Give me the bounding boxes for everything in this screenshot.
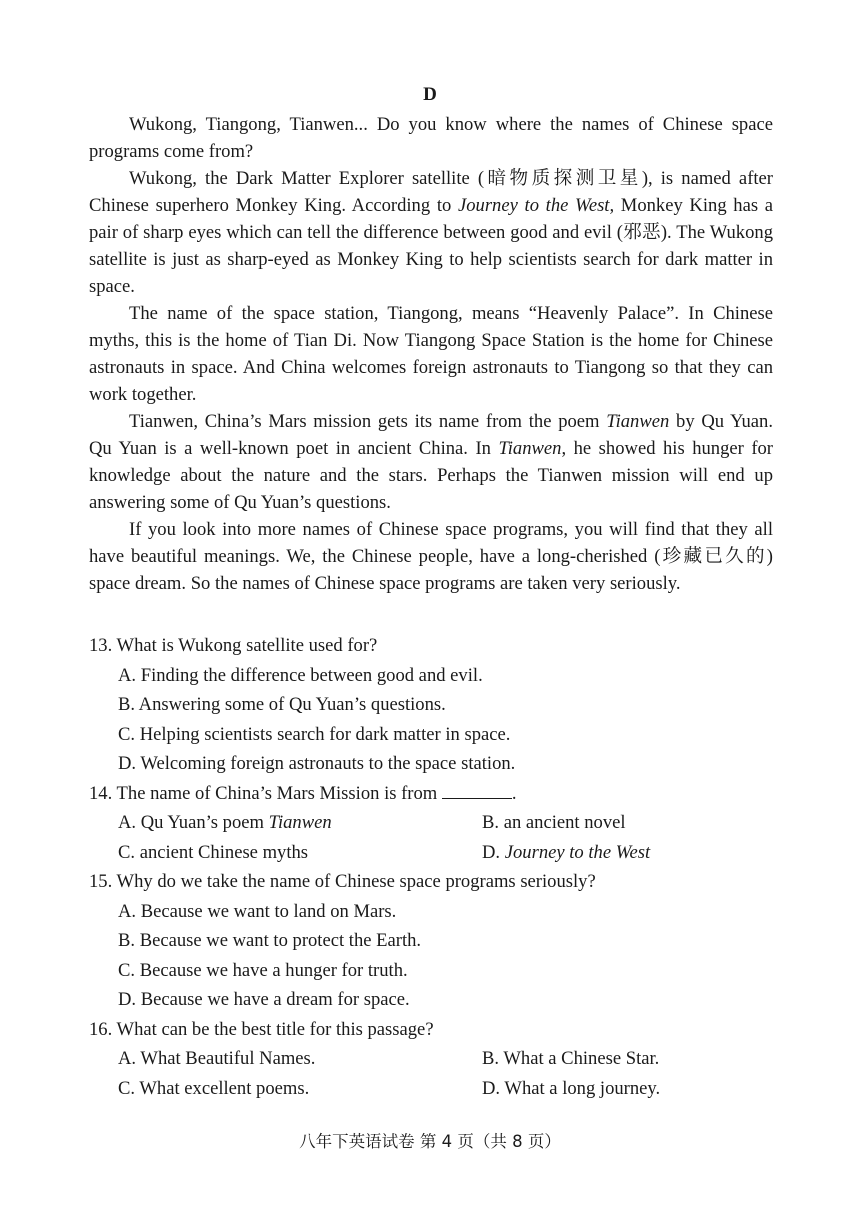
question-13-option-d: D. Welcoming foreign astronauts to the space station. [118,753,516,774]
option-d-title: Journey to the West [504,841,651,863]
question-15-option-a: A. Because we want to land on Mars. [118,900,397,922]
question-16-stem: 16. What can be the best title for this passage? [89,1018,434,1040]
question-15-option-b: B. Because we want to protect the Earth. [118,930,422,951]
p4-text-a: Tianwen, China’s Mars mission gets its name from the poem [129,411,607,432]
question-15-option-c: C. Because we have a hunger for truth. [118,959,408,981]
passage-paragraph-1: Wukong, Tiangong, Tianwen... Do you know where the names of Chinese space programs come from? [89,114,773,162]
p2-text-a: Wukong, the Dark Matter Explorer satellite (暗物质探测卫星), is named after Chinese superhero Monkey King. According to [89,168,773,216]
question-14-option-c: C. ancient Chinese myths [118,841,309,863]
passage-paragraph-2 [89,165,773,300]
option-d-text: D. [482,841,505,863]
question-14-row-1 [89,808,779,838]
p4-text-c: , he showed his hunger for knowledge about the nature and the stars. Perhaps the Tianwen mission will end up answering some of Qu Yuan’s questions. [89,438,774,513]
question-13-option-a: A. Finding the difference between good and evil. [118,664,483,686]
question-13-option-b: B. Answering some of Qu Yuan’s questions. [118,694,446,715]
section-letter: D [423,84,437,105]
question-15-option-d: D. Because we have a dream for space. [118,989,410,1010]
question-14-stem-end: . [511,782,517,804]
question-14-option-a [118,812,332,833]
p4-text-b: by Qu Yuan. Qu Yuan is a well-known poet in ancient China. In [89,411,773,459]
question-16-option-b: B. What a Chinese Star. [482,1048,660,1069]
question-16-option-c: C. What excellent poems. [118,1077,310,1099]
question-14-option-b: B. an ancient novel [482,812,626,833]
question-list [89,631,779,1103]
p2-text-b: Monkey King has a pair of sharp eyes which can tell the difference between good and evil (邪恶). The Wukong satellite is just as sharp-eyed as Monkey King to help scientists search for dark matter in space. [89,195,773,297]
question-14-stem-text: 14. The name of China’s Mars Mission is from [89,782,438,804]
question-14-stem [89,779,779,809]
p2-book-title: Journey to the West, [457,195,615,216]
question-16-option-a: A. What Beautiful Names. [118,1048,316,1069]
question-14-option-d [482,838,650,868]
question-16-option-d: D. What a long journey. [482,1077,661,1099]
question-16-row-2 [89,1074,779,1104]
reading-passage [89,111,773,597]
question-13-stem: 13. What is Wukong satellite used for? [89,635,378,656]
passage-paragraph-3: The name of the space station, Tiangong, means “Heavenly Palace”. In Chinese myths, this is the home of Tian Di. Now Tiangong Space Station is the home for Chinese astronauts in space. And China welcomes foreign astronauts to Tiangong so that they can work together. [89,303,773,405]
option-a-title: Tianwen [268,812,332,833]
answer-blank [442,779,512,799]
p4-poem-title-2: Tianwen [498,438,562,459]
question-16-row-1 [89,1044,779,1074]
page-footer: 八年下英语试卷 第 4 页（共 8 页） [299,1132,561,1151]
passage-paragraph-5: If you look into more names of Chinese space programs, you will find that they all have beautiful meanings. We, the Chinese people, have a long-cherished (珍藏已久的) space dream. So the names of Chinese space programs are taken very seriously. [89,519,773,594]
option-a-text: A. Qu Yuan’s poem [118,812,269,833]
passage-paragraph-4 [89,408,773,516]
p4-poem-title-1: Tianwen [606,411,670,432]
question-13-option-c: C. Helping scientists search for dark matter in space. [118,723,511,745]
question-14-row-2 [89,838,779,868]
question-15-stem: 15. Why do we take the name of Chinese space programs seriously? [89,871,596,892]
